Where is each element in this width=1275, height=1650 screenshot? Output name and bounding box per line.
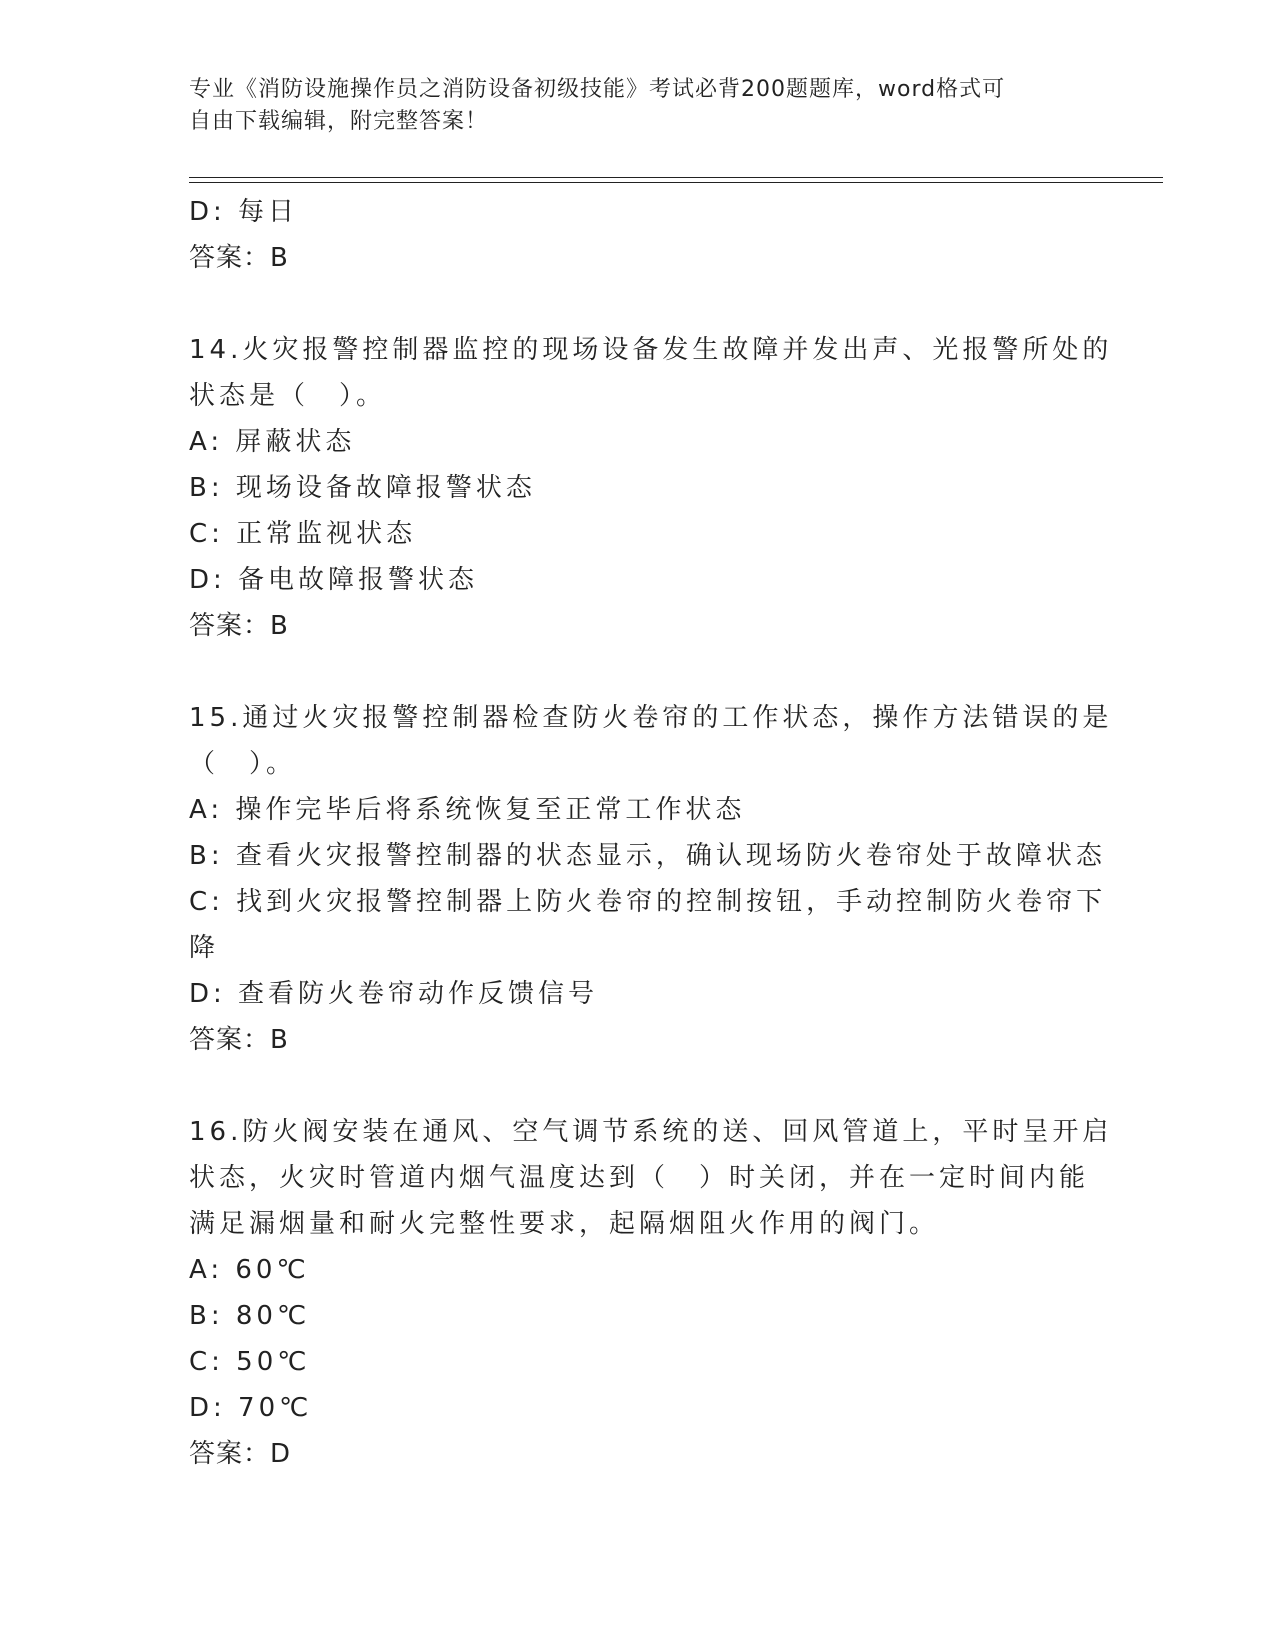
question-15-answer: 答案：B xyxy=(189,1025,289,1055)
question-16-text-1: 16.防火阀安装在通风、空气调节系统的送、回风管道上，平时呈开启 xyxy=(189,1117,1113,1147)
prev-option-d: D: 每日 xyxy=(189,197,299,227)
question-14-option-a: A: 屏蔽状态 xyxy=(189,427,356,457)
spacer xyxy=(189,281,1089,327)
spacer xyxy=(189,649,1089,695)
question-15-text-1: 15.通过火灾报警控制器检查防火卷帘的工作状态，操作方法错误的是 xyxy=(189,703,1113,733)
header-line-2: 自由下载编辑，附完整答案！ xyxy=(189,109,489,134)
question-list xyxy=(189,189,1113,1477)
header-divider-top xyxy=(189,177,1163,178)
question-16-answer: 答案：D xyxy=(189,1439,292,1469)
question-15-option-d: D: 查看防火卷帘动作反馈信号 xyxy=(189,979,599,1009)
question-14-option-c: C: 正常监视状态 xyxy=(189,519,417,549)
header-line-1: 专业《消防设施操作员之消防设备初级技能》考试必背200题题库，word格式可 xyxy=(189,77,1006,102)
question-15-option-b: B: 查看火灾报警控制器的状态显示，确认现场防火卷帘处于故障状态 xyxy=(189,841,1106,871)
question-14-text-2: 状态是（ ）。 xyxy=(189,381,387,411)
question-14-answer: 答案：B xyxy=(189,611,289,641)
question-14-option-b: B: 现场设备故障报警状态 xyxy=(189,473,536,503)
question-15 xyxy=(189,695,1113,1063)
header-divider-bottom xyxy=(189,182,1163,183)
question-16 xyxy=(189,1109,1113,1477)
document-header xyxy=(189,74,1079,138)
question-16-text-3: 满足漏烟量和耐火完整性要求，起隔烟阻火作用的阀门。 xyxy=(189,1209,940,1239)
question-14-option-d: D: 备电故障报警状态 xyxy=(189,565,479,595)
question-15-option-c-2: 降 xyxy=(189,933,220,963)
question-16-option-c: C: 50℃ xyxy=(189,1347,311,1377)
question-16-option-d: D: 70℃ xyxy=(189,1393,313,1423)
question-15-text-2: （ ）。 xyxy=(189,749,297,779)
prev-answer: 答案：B xyxy=(189,243,289,273)
spacer xyxy=(189,1063,1089,1109)
question-14 xyxy=(189,327,1113,649)
question-14-text-1: 14.火灾报警控制器监控的现场设备发生故障并发出声、光报警所处的 xyxy=(189,335,1113,365)
question-16-option-b: B: 80℃ xyxy=(189,1301,311,1331)
question-16-option-a: A: 60℃ xyxy=(189,1255,310,1285)
question-15-option-a: A: 操作完毕后将系统恢复至正常工作状态 xyxy=(189,795,746,825)
question-15-option-c-1: C: 找到火灾报警控制器上防火卷帘的控制按钮，手动控制防火卷帘下 xyxy=(189,887,1107,917)
question-16-text-2: 状态，火灾时管道内烟气温度达到（ ）时关闭，并在一定时间内能 xyxy=(189,1163,1090,1193)
